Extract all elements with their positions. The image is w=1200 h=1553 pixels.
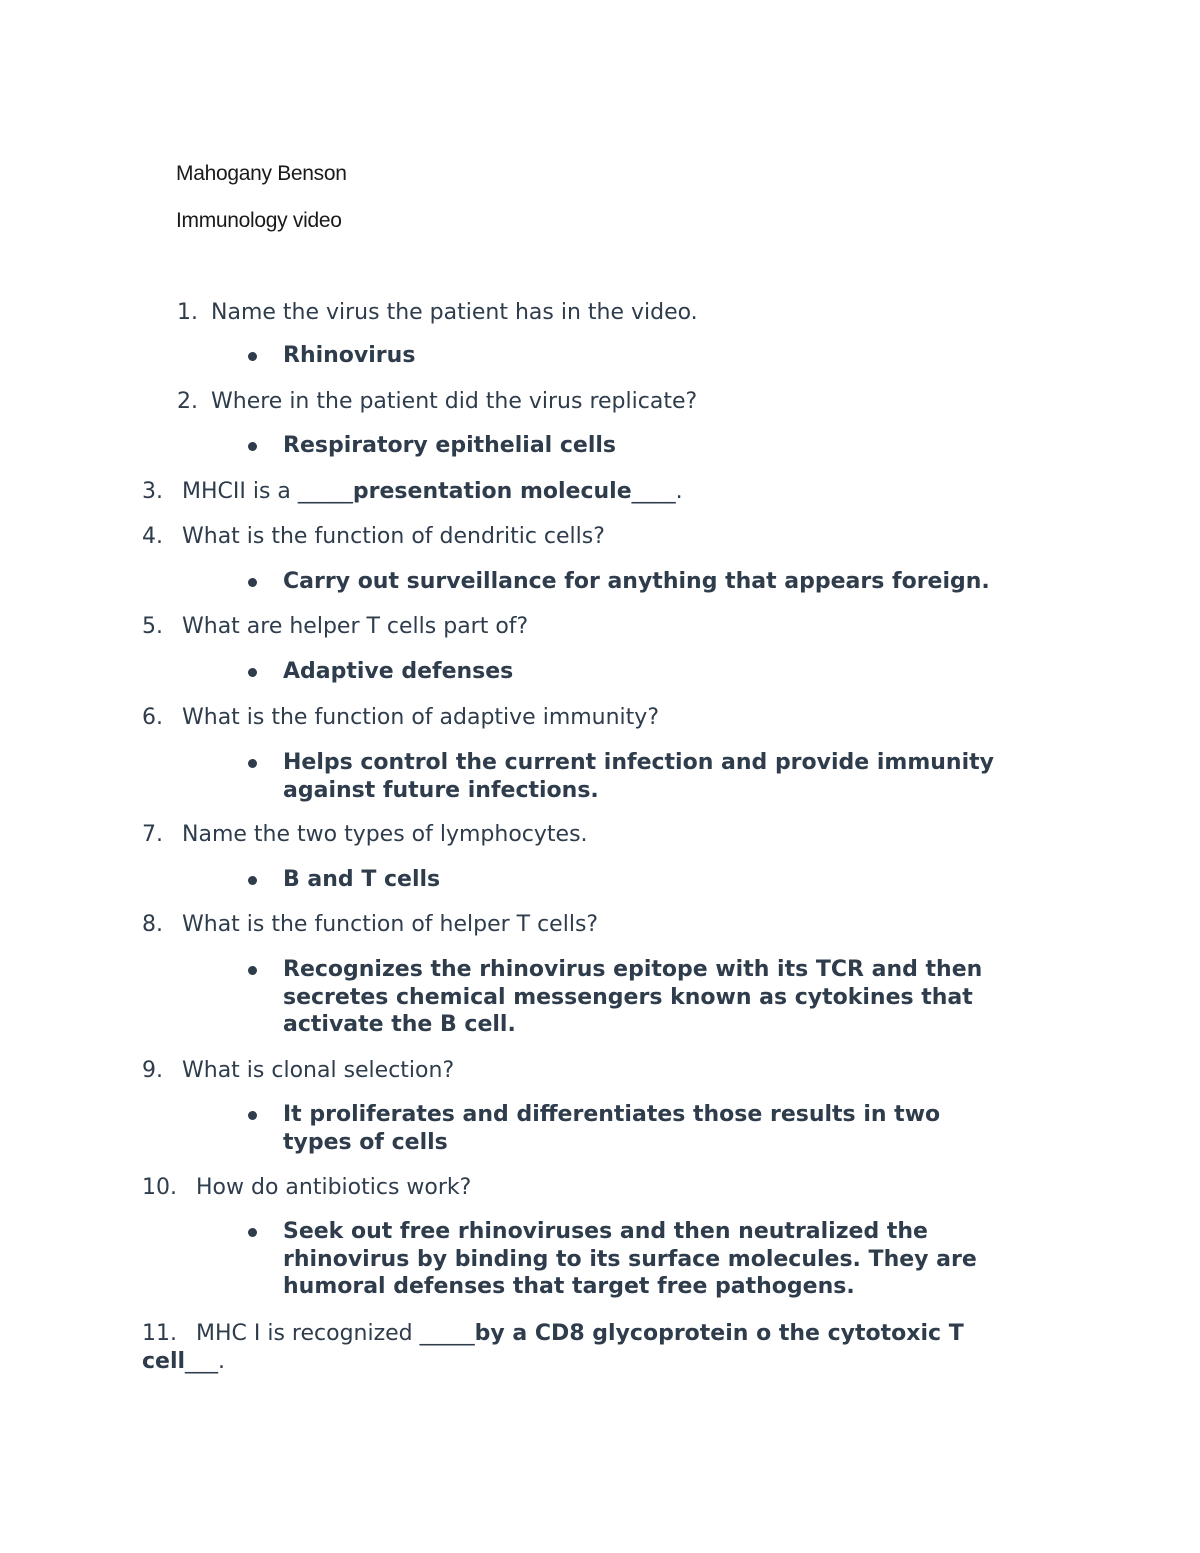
question-10 [142,1174,471,1202]
question-text: How do antibiotics work? [196,1175,472,1200]
question-text-pre: MHC I is recognized _____ [196,1321,475,1346]
answer-line: against future infections. [283,777,599,803]
answer-line: rhinovirus by binding to its surface molecules. They are [283,1246,977,1272]
question-number: 9. [142,1058,163,1083]
bullet-icon [248,1228,257,1237]
answer-4: Carry out surveillance for anything that appears foreign. [283,569,990,594]
question-text: What is the function of dendritic cells? [182,524,605,549]
answer-1: Rhinovirus [283,343,416,368]
question-9 [142,1057,454,1085]
question-text-pre: MHCII is a _____ [182,479,353,504]
question-number: 10. [142,1175,177,1200]
question-text: What is the function of helper T cells? [182,912,599,937]
answer-line: It proliferates and differentiates those results in two [283,1102,941,1127]
question-answer-inline: by a CD8 glycoprotein o the cytotoxic T [474,1321,964,1346]
bullet-icon [248,352,257,361]
answer-5: Adaptive defenses [283,659,514,684]
question-answer-inline: presentation molecule [352,479,632,504]
question-text-post: ____. [631,479,683,504]
answer-line: Helps control the current infection and provide immunity [283,750,994,775]
bullet-icon [248,966,257,975]
question-text: Name the two types of lymphocytes. [182,822,588,847]
question-number: 5. [142,614,163,639]
question-text: What are helper T cells part of? [182,614,529,639]
question-3 [142,478,683,506]
question-number: 11. [142,1321,177,1346]
question-number: 7. [142,822,163,847]
author-name: Mahogany Benson [176,162,347,185]
answer-line: secretes chemical messengers known as cytokines that [283,984,973,1010]
bullet-icon [248,759,257,768]
answer-line: humoral defenses that target free pathogens. [283,1274,855,1299]
question-1 [177,299,698,327]
question-text: Where in the patient did the virus replicate? [211,389,698,414]
answer-line: activate the B cell. [283,1012,516,1037]
bullet-icon [248,578,257,587]
question-text: Name the virus the patient has in the video. [211,300,698,325]
answer-8 [283,956,982,1039]
question-5 [142,613,528,641]
question-number: 3. [142,479,163,504]
bullet-icon [248,442,257,451]
answer-2: Respiratory epithelial cells [283,433,616,458]
answer-10 [283,1218,977,1301]
answer-9 [283,1101,940,1156]
question-number: 8. [142,912,163,937]
question-number: 2. [177,389,198,414]
answer-line: Recognizes the rhinovirus epitope with its TCR and then [283,957,983,982]
bullet-icon [248,1111,257,1120]
question-number: 1. [177,300,198,325]
question-text: What is the function of adaptive immunity? [182,705,659,730]
question-7 [142,821,588,849]
question-11-continued [142,1348,225,1376]
bullet-icon [248,876,257,885]
answer-6 [283,749,994,804]
question-number: 6. [142,705,163,730]
answer-line: types of cells [283,1129,448,1155]
question-2 [177,388,697,416]
bullet-icon [248,668,257,677]
question-answer-inline: cell [142,1349,186,1374]
question-text-post: ___. [185,1349,226,1374]
document-subject: Immunology video [176,209,342,232]
question-6 [142,704,659,732]
answer-7: B and T cells [283,867,441,892]
question-text: What is clonal selection? [182,1058,455,1083]
question-8 [142,911,598,939]
answer-line: Seek out free rhinoviruses and then neutralized the [283,1219,928,1244]
question-number: 4. [142,524,163,549]
question-4 [142,523,605,551]
question-11 [142,1320,964,1348]
